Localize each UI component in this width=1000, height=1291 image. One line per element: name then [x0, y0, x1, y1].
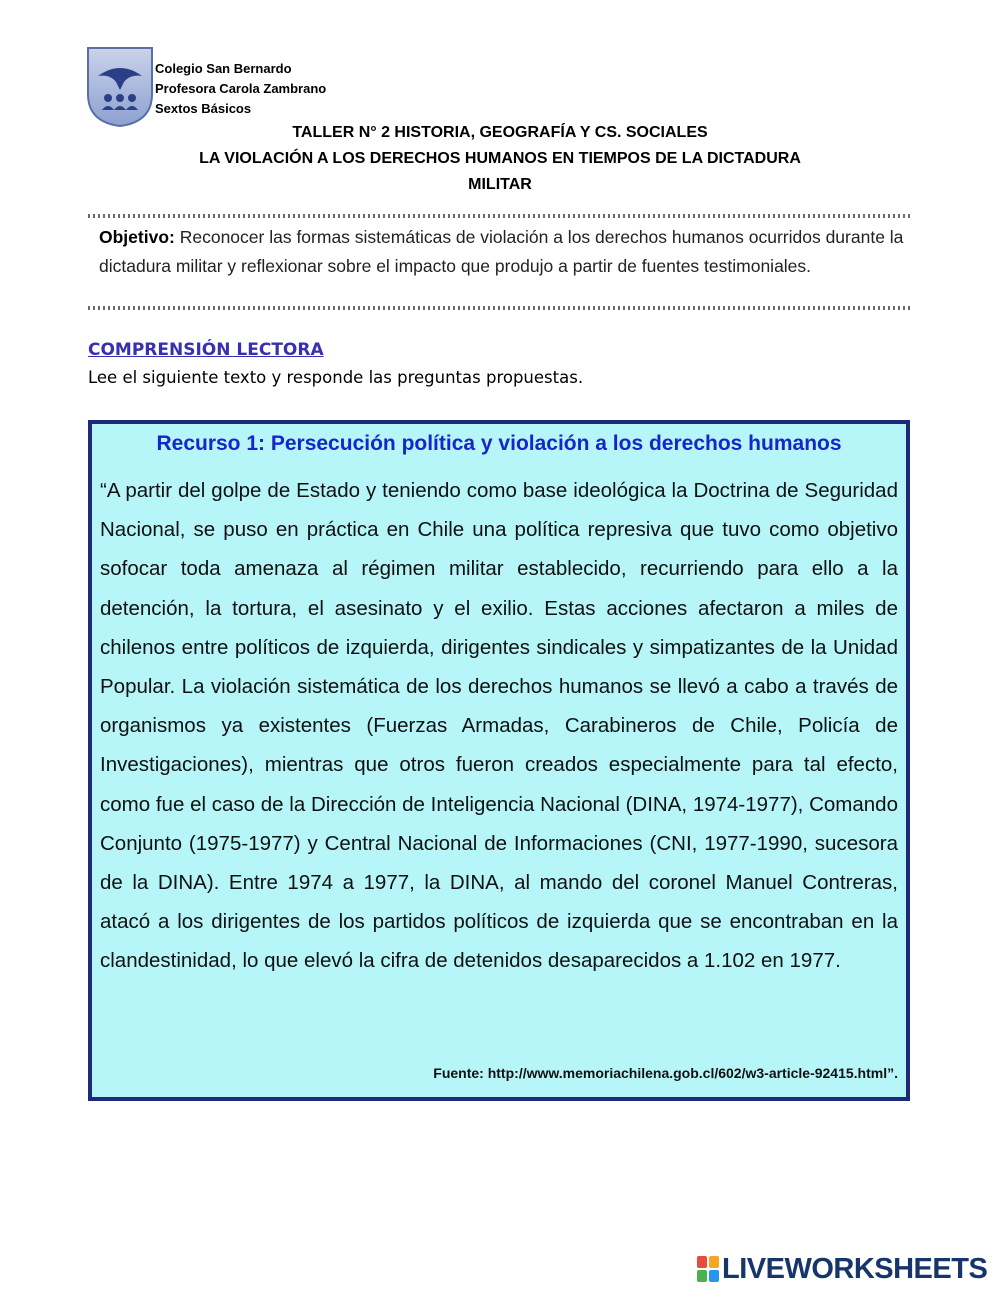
resource-box [88, 420, 910, 1101]
school-name: Colegio San Bernardo [155, 61, 292, 76]
section-title: COMPRENSIÓN LECTORA [88, 340, 324, 360]
brand-name: LIVEWORKSHEETS [722, 1252, 988, 1285]
resource-title: Recurso 1: Persecución política y violación a los derechos humanos [156, 432, 842, 455]
title-line-3: MILITAR [468, 176, 532, 193]
resource-source: Fuente: http://www.memoriachilena.gob.cl/602/w3-article-92415.html”. [433, 1065, 898, 1081]
divider-bottom [88, 306, 910, 310]
objective-label: Objetivo: [99, 227, 175, 247]
title-line-1: TALLER N° 2 HISTORIA, GEOGRAFÍA Y CS. SOCIALES [292, 124, 708, 141]
teacher-name: Profesora Carola Zambrano [155, 81, 327, 96]
grade-level: Sextos Básicos [155, 101, 252, 116]
liveworksheets-brand[interactable] [697, 1254, 987, 1284]
title-line-2: LA VIOLACIÓN A LOS DERECHOS HUMANOS EN TIEMPOS DE LA DICTADURA [199, 150, 801, 167]
school-info [155, 59, 326, 119]
liveworksheets-icon [697, 1256, 719, 1282]
instruction: Lee el siguiente texto y responde las preguntas propuestas. [88, 368, 584, 387]
objective-text: Reconocer las formas sistemáticas de violación a los derechos humanos ocurridos durante la dictadura militar y reflexionar sobre el impacto que produjo a partir de fuentes testimoniales. [99, 227, 904, 276]
divider-top [88, 214, 910, 218]
worksheet-title [100, 120, 900, 198]
resource-text: “A partir del golpe de Estado y teniendo como base ideológica la Doctrina de Seguridad Nacional, se puso en práctica en Chile una política represiva que tuvo como objetivo sofocar toda amenaza al régimen militar establecido, recurriendo para ello a la detención, la tortura, el asesinato y el exilio. Estas acciones afectaron a miles de chilenos entre políticos de izquierda, dirigentes sindicales y simpatizantes de la Unidad Popular. La violación sistemática de los derechos humanos se llevó a cabo a través de organismos ya existentes (Fuerzas Armadas, Carabineros de Chile, Policía de Investigaciones), mientras que otros fueron creados especialmente para tal efecto, como fue el caso de la Dirección de Inteligencia Nacional (DINA, 1974-1977), Comando Conjunto (1975-1977) y Central Nacional de Informaciones (CNI, 1977-1990, sucesora de la DINA). Entre 1974 a 1977, la DINA, al mando del coronel Manuel Contreras, atacó a los dirigentes de los partidos políticos de izquierda que se encontraban en la clandestinidad, lo que elevó la cifra de detenidos desaparecidos a 1.102 en 1977. [100, 479, 898, 973]
school-logo [86, 46, 154, 128]
objective [99, 223, 909, 281]
